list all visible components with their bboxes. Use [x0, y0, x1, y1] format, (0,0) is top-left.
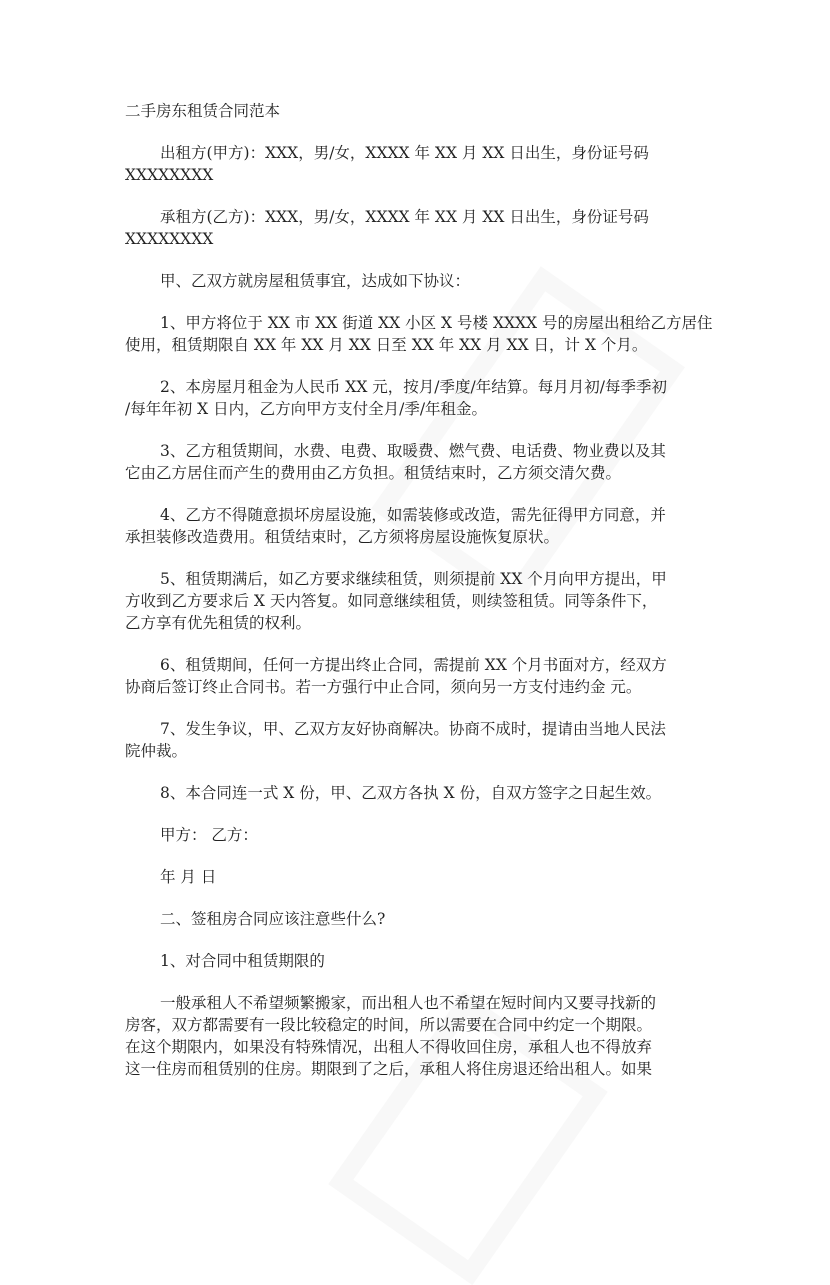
paragraph-line: 承租方(乙方)：XXX，男/女，XXXX 年 XX 月 XX 日出生，身份证号码	[160, 208, 649, 226]
paragraph-line: 1、甲方将位于 XX 市 XX 街道 XX 小区 X 号楼 XXXX 号的房屋出租给乙方居住	[160, 314, 713, 332]
paragraph	[125, 376, 715, 420]
paragraph-line: 它由乙方居住而产生的费用由乙方负担。租赁结束时，乙方须交清欠费。	[125, 464, 622, 482]
paragraph-line: 3、乙方租赁期间，水费、电费、取暖费、燃气费、电话费、物业费以及其	[160, 442, 666, 460]
paragraph	[125, 270, 715, 292]
paragraph-line: 4、乙方不得随意损坏房屋设施，如需装修或改造，需先征得甲方同意，并	[160, 506, 666, 524]
paragraph-line: /每年年初 X 日内，乙方向甲方支付全月/季/年租金。	[125, 400, 488, 418]
paragraph-line: 5、租赁期满后，如乙方要求继续租赁，则须提前 XX 个月向甲方提出，甲	[160, 570, 667, 588]
paragraph-line: 8、本合同连一式 X 份，甲、乙双方各执 X 份，自双方签字之日起生效。	[160, 784, 662, 802]
paragraph-line: 甲、乙双方就房屋租赁事宜，达成如下协议：	[160, 272, 471, 290]
title-text: 二手房东租赁合同范本	[125, 102, 281, 120]
document-title	[125, 100, 715, 122]
paragraph-line: 方收到乙方要求后 X 天内答复。如同意继续租赁，则续签租赁。同等条件下，	[125, 592, 658, 610]
paragraph-line: 年 月 日	[160, 868, 217, 886]
paragraph-line: 出租方(甲方)：XXX，男/女，XXXX 年 XX 月 XX 日出生，身份证号码	[160, 144, 649, 162]
paragraph-line: 房客，双方都需要有一段比较稳定的时间，所以需要在合同中约定一个期限。	[125, 1016, 653, 1034]
paragraph-line: XXXXXXXX	[125, 166, 214, 184]
paragraph-line: XXXXXXXX	[125, 230, 214, 248]
paragraph	[125, 992, 715, 1080]
paragraph	[125, 312, 715, 356]
paragraph	[125, 866, 715, 888]
paragraph-line: 甲方： 乙方：	[160, 826, 258, 844]
paragraph-line: 二、签租房合同应该注意些什么?	[160, 910, 386, 928]
paragraph	[125, 440, 715, 484]
paragraph-line: 乙方享有优先租赁的权利。	[125, 614, 312, 632]
paragraph-line: 6、租赁期间，任何一方提出终止合同，需提前 XX 个月书面对方，经双方	[160, 656, 667, 674]
paragraph-line: 这一住房而租赁别的住房。期限到了之后，承租人将住房退还给出租人。如果	[125, 1060, 653, 1078]
paragraph-line: 在这个期限内，如果没有特殊情况，出租人不得收回住房，承租人也不得放弃	[125, 1038, 653, 1056]
paragraph	[125, 950, 715, 972]
paragraph-line: 协商后签订终止合同书。若一方强行中止合同，须向另一方支付违约金 元。	[125, 678, 642, 696]
paragraph	[125, 654, 715, 698]
paragraph	[125, 206, 715, 250]
paragraph-line: 1、对合同中租赁期限的	[160, 952, 325, 970]
paragraph-line: 一般承租人不希望频繁搬家，而出租人也不希望在短时间内又要寻找新的	[160, 994, 657, 1012]
paragraph	[125, 568, 715, 634]
paragraph	[125, 782, 715, 804]
paragraph	[125, 142, 715, 186]
paragraph	[125, 824, 715, 846]
paragraph-line: 使用，租赁期限自 XX 年 XX 月 XX 日至 XX 年 XX 月 XX 日，计 X 个月。	[125, 336, 648, 354]
paragraph-line: 承担装修改造费用。租赁结束时，乙方须将房屋设施恢复原状。	[125, 528, 560, 546]
paragraph	[125, 718, 715, 762]
paragraph	[125, 908, 715, 930]
paragraph-line: 2、本房屋月租金为人民币 XX 元，按月/季度/年结算。每月月初/每季季初	[160, 378, 667, 396]
paragraph-line: 院仲裁。	[125, 742, 188, 760]
paragraph-line: 7、发生争议，甲、乙双方友好协商解决。协商不成时，提请由当地人民法	[160, 720, 666, 738]
paragraph	[125, 504, 715, 548]
document-page	[125, 100, 715, 1100]
